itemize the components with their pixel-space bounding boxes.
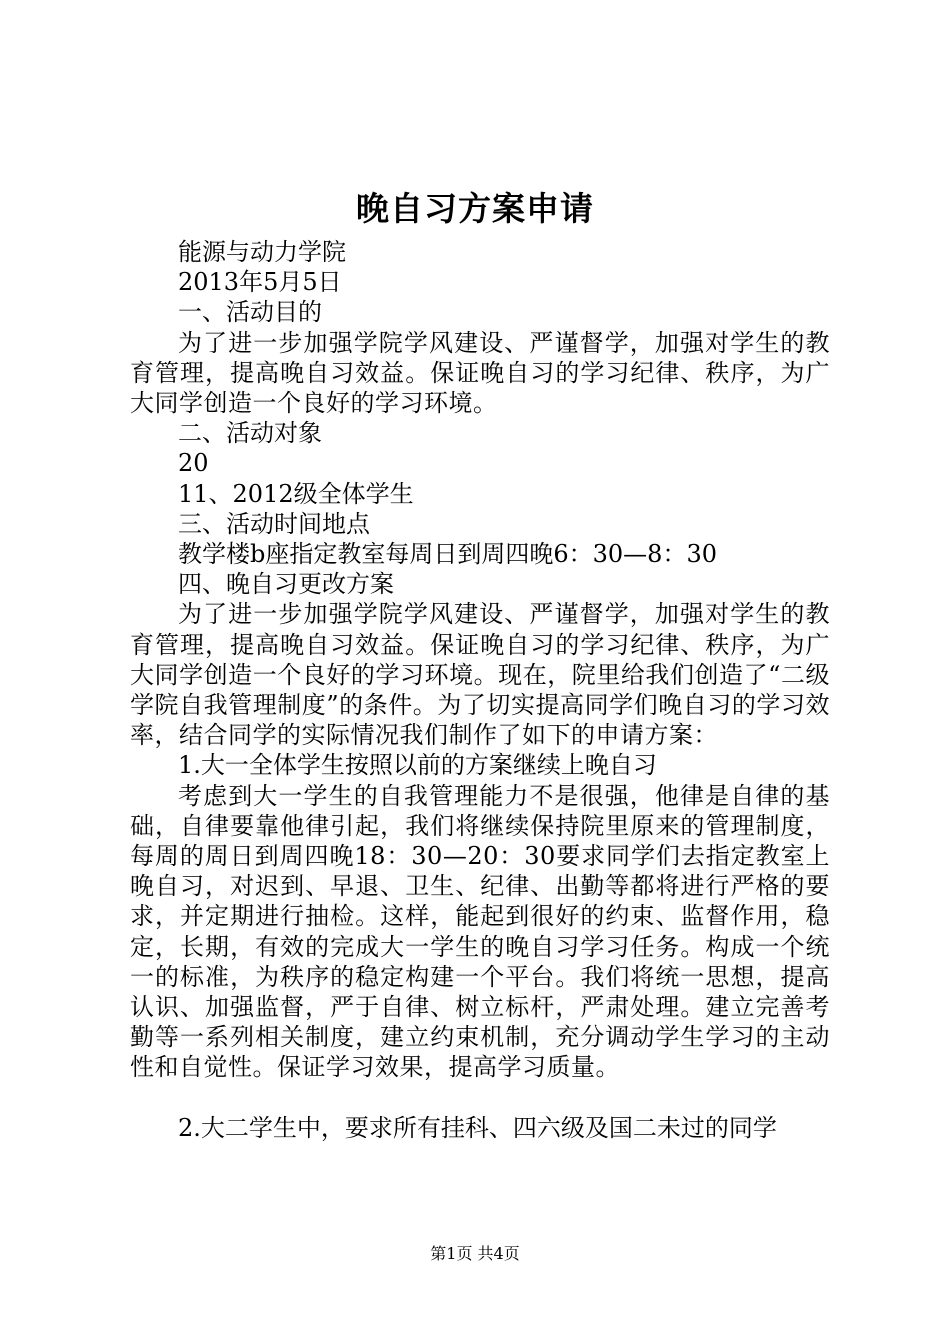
department-line: 能源与动力学院 xyxy=(178,238,346,266)
paragraph-plan: 为了进一步加强学院学风建设、严谨督学，加强对学生的教育管理，提高晚自习效益。保证晚自习的学习纪律、秩序，为广大同学创造一个良好的学习环境。现在，院里给我们创造了“二级学院自我管理制度”的条件。为了切实提高同学们晚自习的学习效率，结合同学的实际情况我们制作了如下的申请方案： xyxy=(130,600,830,750)
section-heading-target: 二、活动对象 xyxy=(178,419,322,448)
section-heading-plan: 四、晚自习更改方案 xyxy=(178,570,394,599)
time-location-line: 教学楼b座指定教室每周日到周四晚6：30—8：30 xyxy=(178,539,717,568)
section-heading-purpose: 一、活动目的 xyxy=(178,298,322,327)
section-heading-time: 三、活动时间地点 xyxy=(178,509,370,538)
item-2-heading: 2.大二学生中，要求所有挂科、四六级及国二未过的同学 xyxy=(178,1113,777,1142)
target-line-1: 20 xyxy=(178,449,209,478)
target-line-2: 11、2012级全体学生 xyxy=(178,479,414,508)
paragraph-spacer xyxy=(130,1083,830,1113)
document-title: 晚自习方案申请 xyxy=(356,189,594,228)
paragraph-item-1: 考虑到大一学生的自我管理能力不是很强，他律是自律的基础，自律要靠他律引起，我们将继续保持院里原来的管理制度，每周的周日到周四晚18：30—20：30要求同学们去指定教室上晚自习，对迟到、早退、卫生、纪律、出勤等都将进行严格的要求，并定期进行抽检。这样，能起到很好的约束、监督作用，稳定，长期，有效的完成大一学生的晚自习学习任务。构成一个统一的标准，为秩序的稳定构建一个平台。我们将统一思想，提高认识、加强监督，严于自律、树立标杆，严肃处理。建立完善考勤等一系列相关制度，建立约束机制，充分调动学生学习的主动性和自觉性。保证学习效果，提高学习质量。 xyxy=(130,781,830,1082)
page-number-footer: 第1页 共4页 xyxy=(430,1244,520,1263)
item-1-heading: 1.大一全体学生按照以前的方案继续上晚自习 xyxy=(178,751,657,780)
paragraph-purpose: 为了进一步加强学院学风建设、严谨督学，加强对学生的教育管理，提高晚自习效益。保证晚自习的学习纪律、秩序，为广大同学创造一个良好的学习环境。 xyxy=(130,328,830,417)
document-body xyxy=(130,237,830,1143)
date-line: 2013年5月5日 xyxy=(178,268,342,297)
